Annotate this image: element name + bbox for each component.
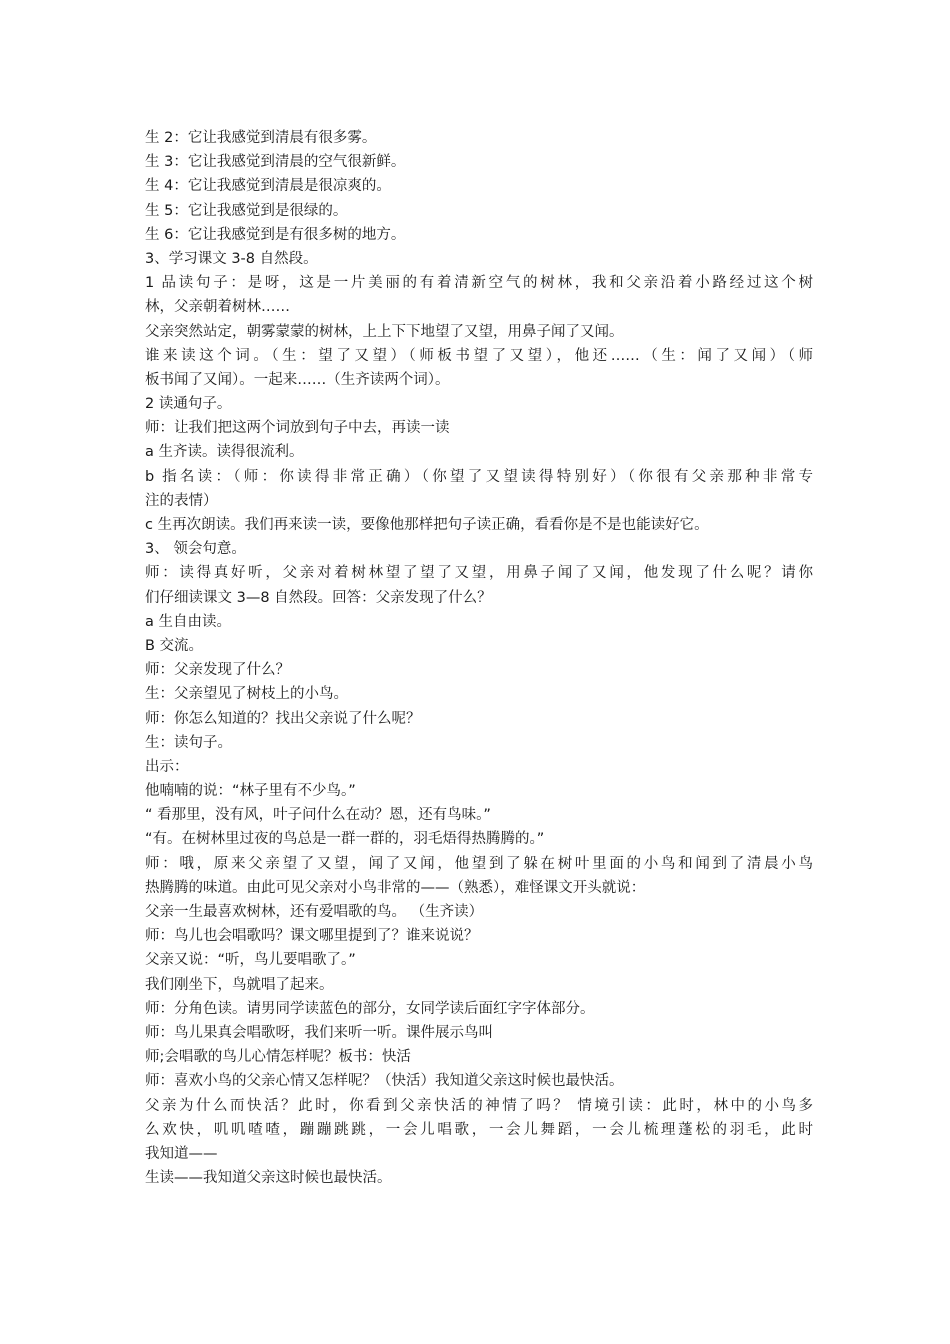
- text-line: 父亲突然站定，朝雾蒙蒙的树林，上上下下地望了又望，用鼻子闻了又闻。: [145, 323, 624, 340]
- text-line: 师：分角色读。请男同学读蓝色的部分，女同学读后面红字字体部分。: [145, 1000, 595, 1017]
- text-line: 父亲一生最喜欢树林，还有爱唱歌的鸟。 （生齐读）: [145, 904, 484, 920]
- text-line: b 指名读：（师：你读得非常正确）（你望了又望读得特别好）（你很有父亲那种非常专: [145, 468, 813, 485]
- text-line: 生 3：它让我感觉到清晨的空气很新鲜。: [145, 154, 406, 171]
- text-line: B 交流。: [145, 637, 204, 654]
- text-line: 林，父亲朝着树林……: [145, 299, 290, 316]
- text-line: c 生再次朗读。我们再来读一读，要像他那样把句子读正确，看看你是不是也能读好它。: [145, 517, 709, 533]
- text-line: 师：鸟儿也会唱歌吗？课文哪里提到了？谁来说说？: [145, 928, 479, 945]
- text-line: 3、学习课文 3-8 自然段。: [145, 250, 318, 267]
- text-line: 注的表情）: [145, 492, 218, 509]
- text-line: 师：鸟儿果真会唱歌呀，我们来听一听。课件展示鸟叫: [145, 1024, 493, 1041]
- text-line: 师：你怎么知道的？找出父亲说了什么呢？: [145, 710, 421, 727]
- text-line: 生 6：它让我感觉到是有很多树的地方。: [145, 226, 406, 243]
- text-line: 父亲为什么而快活？此时，你看到父亲快活的神情了吗？ 情境引读：此时，林中的小鸟多: [145, 1097, 813, 1114]
- document-body: [145, 126, 813, 1190]
- text-line: a 生齐读。读得很流利。: [145, 444, 304, 461]
- text-line: 师;会唱歌的鸟儿心情怎样呢？板书：快活: [145, 1049, 411, 1066]
- text-line: 师：哦，原来父亲望了又望，闻了又闻，他望到了躲在树叶里面的小鸟和闻到了清晨小鸟: [145, 855, 813, 872]
- text-line: 板书闻了又闻）。一起来……（生齐读两个词）。: [145, 371, 450, 388]
- text-line: 生：父亲望见了树枝上的小鸟。: [145, 686, 348, 703]
- text-line: 生读——我知道父亲这时候也最快活。: [145, 1170, 392, 1187]
- text-line: 师：读得真好听，父亲对着树林望了望了又望，用鼻子闻了又闻，他发现了什么呢？请你: [145, 565, 813, 582]
- text-line: “ 看那里，没有风，叶子问什么在动？恩，还有鸟味。”: [145, 807, 491, 824]
- text-line: 出示：: [145, 758, 189, 775]
- text-line: 师：让我们把这两个词放到句子中去，再读一读: [145, 420, 450, 437]
- text-line: 父亲又说：“听，鸟儿要唱歌了。”: [145, 952, 356, 969]
- text-line: 生 5：它让我感觉到是很绿的。: [145, 202, 348, 219]
- text-line: a 生自由读。: [145, 613, 231, 630]
- text-line: 我知道——: [145, 1145, 218, 1162]
- text-line: 生 2：它让我感觉到清晨有很多雾。: [145, 130, 377, 146]
- text-line: “有。在树林里过夜的鸟总是一群一群的，羽毛焐得热腾腾的。”: [145, 831, 545, 848]
- text-line: 生：读句子。: [145, 734, 232, 751]
- text-line: 2 读通句子。: [145, 396, 232, 413]
- text-line: 我们刚坐下，鸟就唱了起来。: [145, 976, 334, 993]
- text-line: 热腾腾的味道。由此可见父亲对小鸟非常的——（熟悉），难怪课文开头就说：: [145, 879, 646, 896]
- text-line: 师：喜欢小鸟的父亲心情又怎样呢？（快活）我知道父亲这时候也最快活。: [145, 1073, 624, 1090]
- text-line: 3、 领会句意。: [145, 541, 246, 558]
- text-line: 们仔细读课文 3—8 自然段。回答：父亲发现了什么？: [145, 589, 492, 606]
- text-line: 么欢快，叽叽喳喳，蹦蹦跳跳，一会儿唱歌，一会儿舞蹈，一会儿梳理蓬松的羽毛，此时: [145, 1121, 813, 1138]
- text-line: 1 品读句子：是呀，这是一片美丽的有着清新空气的树林，我和父亲沿着小路经过这个树: [145, 275, 813, 292]
- text-line: 师：父亲发现了什么？: [145, 662, 290, 679]
- text-line: 谁来读这个词。（生：望了又望）（师板书望了又望），他还……（生：闻了又闻）（师: [145, 347, 813, 364]
- text-line: 他喃喃的说：“林子里有不少鸟。”: [145, 783, 356, 800]
- text-line: 生 4：它让我感觉到清晨是很凉爽的。: [145, 178, 391, 195]
